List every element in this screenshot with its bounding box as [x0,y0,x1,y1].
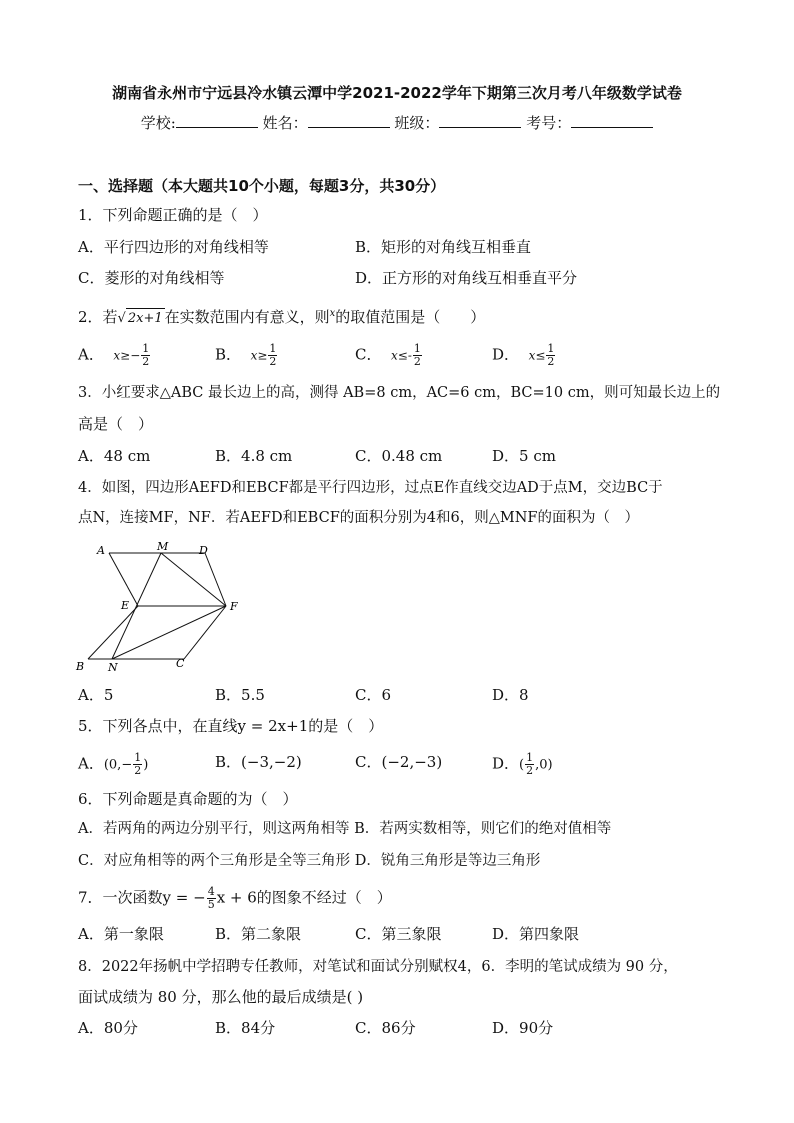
q2-stem: 2．若√ 2x+1 在实数范围内有意义，则$^x$的取值范围是（ ） [78,304,485,329]
q5-option-d[interactable] [492,752,553,777]
q5-option-a[interactable] [78,752,148,777]
point-label-f: F [230,600,238,613]
name-label: 姓名： [262,114,308,132]
q6-stem: 6．下列命题是真命题的为（ ） [78,790,298,808]
q7-stem-pre: 7．一次函数y = − [78,888,206,907]
segment-eb [88,606,138,659]
q8-stem-line1: 8．2022年扬帆中学招聘专任教师，对笔试和面试分别赋权4，6．李明的笔试成绩为 90 分， [78,959,678,975]
class-blank[interactable] [439,113,521,128]
point-label-m: M [157,540,169,553]
q4-parallelogram-figure [70,538,260,673]
q2-a-expr: x≥− [113,348,141,363]
q5-d-post: ,0) [535,757,553,773]
q7-option-b[interactable]: B．第二象限 [215,925,302,943]
q2-a-fraction: $\frac{1}{2}$ [142,342,150,368]
q2-stem-post: 在实数范围内有意义，则 [164,308,330,326]
q2-b-fraction: $\frac{1}{2}$ [269,342,277,368]
class-label: 班级： [394,114,440,132]
q5-d-label: D． [492,754,520,773]
q4-option-a[interactable]: A．5 [78,686,114,704]
q8-stem-line2: 面试成绩为 80 分，那么他的最后成绩是( ) [78,988,364,1006]
q2-radicand: 2x+1 [126,308,165,329]
q6-options-cd[interactable]: C．对应角相等的两个三角形是全等三角形 D．锐角三角形是等边三角形 [78,853,541,869]
q2-d-fraction: $\frac{1}{2}$ [547,342,555,368]
q7-option-d[interactable]: D．第四象限 [492,925,580,943]
q2-option-b[interactable] [215,343,278,368]
q5-a-fraction: $\frac{1}{2}$ [134,751,142,777]
point-label-a: A [97,544,105,557]
q4-stem-line1: 4．如图，四边形AEFD和EBCF都是平行四边形，过点E作直线交边AD于点M，交边BC于 [78,480,663,496]
point-label-n: N [108,661,118,673]
q2-stem-post2: 的取值范围是（ ） [335,308,486,326]
segment-nf [112,606,226,659]
q1-option-b[interactable]: B．矩形的对角线互相垂直 [355,238,532,256]
q7-stem [78,886,392,911]
point-label-b: B [76,660,85,673]
q8-option-d[interactable]: D．90分 [492,1019,554,1037]
school-label: 学校: [140,114,176,132]
q5-d-fraction: $\frac{1}{2}$ [526,751,534,777]
q3-stem-line2: 高是（ ） [78,415,154,433]
q4-option-b[interactable]: B．5.5 [215,686,265,704]
q2-c-fraction: $\frac{1}{2}$ [413,342,421,368]
q5-a-label: A． [78,754,104,773]
q2-a-label: A． [78,345,104,364]
name-blank[interactable] [308,113,390,128]
exam-number-blank[interactable] [571,113,653,128]
q8-option-c[interactable]: C．86分 [355,1019,416,1037]
q3-stem-line1: 3．小红要求△ABC 最长边上的高，测得 AB=8 cm，AC=6 cm，BC=10 cm，则可知最长边上的 [78,385,721,401]
q2-option-d[interactable] [492,343,556,368]
point-label-e: E [121,599,130,612]
q5-option-c[interactable]: C．(−2,−3) [355,753,443,771]
q1-option-d[interactable]: D．正方形的对角线互相垂直平分 [355,269,578,287]
q4-stem-line2: 点N，连接MF，NF．若AEFD和EBCF的面积分别为4和6，则△MNF的面积为（ ） [78,510,639,526]
q2-b-label: B． [215,345,242,364]
q5-a-pre: (0,− [103,757,133,773]
section-title: 一、选择题（本大题共10个小题，每题3分，共30分） [78,177,446,195]
q3-option-b[interactable]: B．4.8 cm [215,447,293,465]
q1-option-c[interactable]: C．菱形的对角线相等 [78,269,225,287]
school-blank[interactable] [176,113,258,128]
q3-option-a[interactable]: A．48 cm [78,447,151,465]
q7-stem-post: x + 6的图象不经过（ ） [216,888,392,907]
point-label-c: C [176,657,185,670]
q5-option-b[interactable]: B．(−3,−2) [215,753,302,771]
page-title: 湖南省永州市宁远县冷水镇云潭中学2021-2022学年下期第三次月考八年级数学试卷 [112,84,682,102]
q3-option-c[interactable]: C．0.48 cm [355,447,443,465]
exam-number-label: 考号： [526,114,572,132]
q2-option-a[interactable] [78,343,151,368]
q4-option-c[interactable]: C．6 [355,686,392,704]
q7-option-c[interactable]: C．第三象限 [355,925,442,943]
q2-option-c[interactable] [355,343,423,368]
q2-var: x [329,308,336,319]
segment-fc [184,606,226,659]
q7-option-a[interactable]: A．第一象限 [78,925,164,943]
q1-option-a[interactable]: A．平行四边形的对角线相等 [78,238,269,256]
q1-stem: 1．下列命题正确的是（ ） [78,206,268,224]
segment-mf [161,553,226,606]
q2-c-expr: x≤- [391,348,412,363]
q2-d-expr: x≤ [528,348,546,363]
q3-option-d[interactable]: D．5 cm [492,447,556,465]
q5-stem: 5．下列各点中，在直线y = 2x+1的是（ ） [78,717,384,735]
student-info-line [0,112,794,133]
q2-c-label: C． [355,345,382,364]
q5-d-pre: ( [519,757,525,773]
point-label-d: D [199,544,208,557]
q2-b-expr: x≥ [250,348,268,363]
q2-stem-pre: 2．若 [78,308,118,326]
q2-d-label: D． [492,345,520,364]
q8-option-b[interactable]: B．84分 [215,1019,276,1037]
q6-options-ab[interactable]: A．若两角的两边分别平行，则这两角相等 B．若两实数相等，则它们的绝对值相等 [78,821,612,837]
q5-a-post: ) [143,757,149,773]
q4-option-d[interactable]: D．8 [492,686,529,704]
q8-option-a[interactable]: A．80分 [78,1019,138,1037]
q7-fraction: $\frac{4}{5}$ [207,885,215,911]
